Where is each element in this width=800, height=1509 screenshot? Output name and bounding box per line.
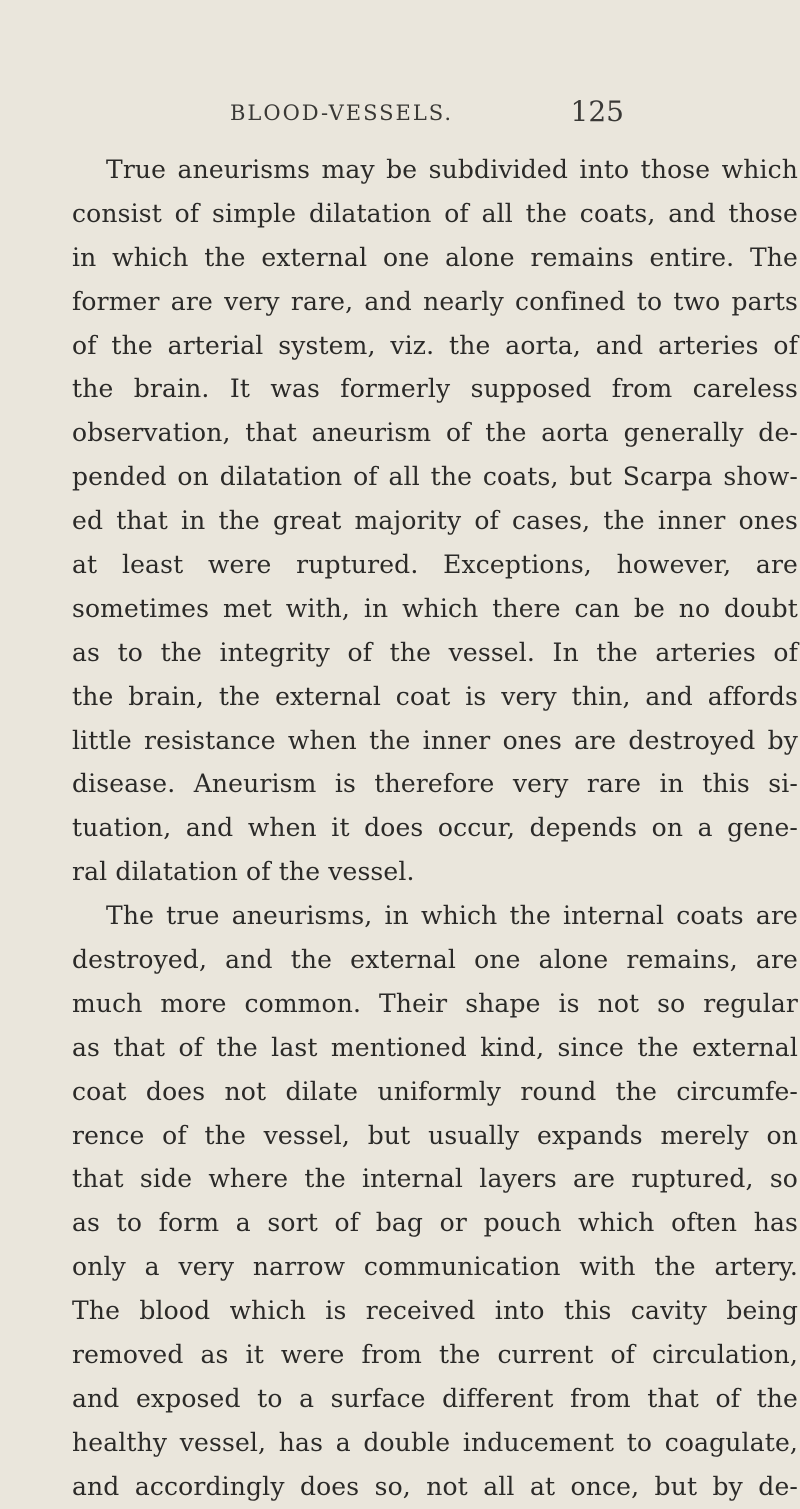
text-line: True aneurisms may be subdivided into those which <box>106 155 798 184</box>
text-line: that side where the internal layers are ruptured, so <box>72 1164 798 1194</box>
text-line: at least were ruptured. Exceptions, however, are <box>72 550 798 580</box>
text-line: much more common. Their shape is not so regular <box>72 988 798 1018</box>
text-line: destroyed, and the external one alone remains, are <box>72 945 798 975</box>
paragraph-2 <box>72 894 798 1508</box>
text-line: as to the integrity of the vessel. In the arteries of <box>72 637 798 667</box>
text-line: and accordingly does so, not all at once, but by de- <box>72 1471 798 1501</box>
text-line: tuation, and when it does occur, depends on a gene- <box>72 813 798 843</box>
running-head <box>230 95 624 131</box>
running-title: BLOOD-VESSELS. <box>230 101 454 125</box>
page-number: 125 <box>570 95 624 128</box>
text-line: The blood which is received into this cavity being <box>72 1296 798 1326</box>
text-line: sometimes met with, in which there can be no doubt <box>72 593 798 623</box>
text-line: as to form a sort of bag or pouch which often has <box>72 1208 798 1238</box>
text-line: removed as it were from the current of circulation, <box>72 1340 798 1370</box>
text-line: the brain. It was formerly supposed from careless <box>72 374 798 404</box>
text-line: consist of simple dilatation of all the coats, and those <box>72 198 798 228</box>
text-line: only a very narrow communication with the artery. <box>72 1252 798 1282</box>
text-line: and exposed to a surface different from that of the <box>72 1383 798 1413</box>
text-line: observation, that aneurism of the aorta generally de- <box>72 418 798 448</box>
text-line: pended on dilatation of all the coats, but Scarpa show- <box>72 462 798 492</box>
body-text <box>72 148 798 1509</box>
text-line: rence of the vessel, but usually expands merely on <box>72 1120 798 1150</box>
text-line: healthy vessel, has a double inducement to coagulate, <box>72 1427 798 1457</box>
text-line: former are very rare, and nearly confined to two parts <box>72 286 798 316</box>
text-line: ed that in the great majority of cases, the inner ones <box>72 506 798 536</box>
text-line: as that of the last mentioned kind, since the external <box>72 1032 798 1062</box>
text-line: the brain, the external coat is very thin, and affords <box>72 681 798 711</box>
text-line: ral dilatation of the vessel. <box>72 857 415 887</box>
text-line: The true aneurisms, in which the internal coats are <box>106 901 798 931</box>
text-line: of the arterial system, viz. the aorta, and arteries of <box>72 330 798 360</box>
text-line: little resistance when the inner ones are destroyed by <box>72 725 798 755</box>
paragraph-1 <box>72 148 798 894</box>
text-line: coat does not dilate uniformly round the circumfe- <box>72 1076 798 1106</box>
text-line: in which the external one alone remains entire. The <box>72 242 798 272</box>
text-line: disease. Aneurism is therefore very rare in this si- <box>72 769 798 799</box>
